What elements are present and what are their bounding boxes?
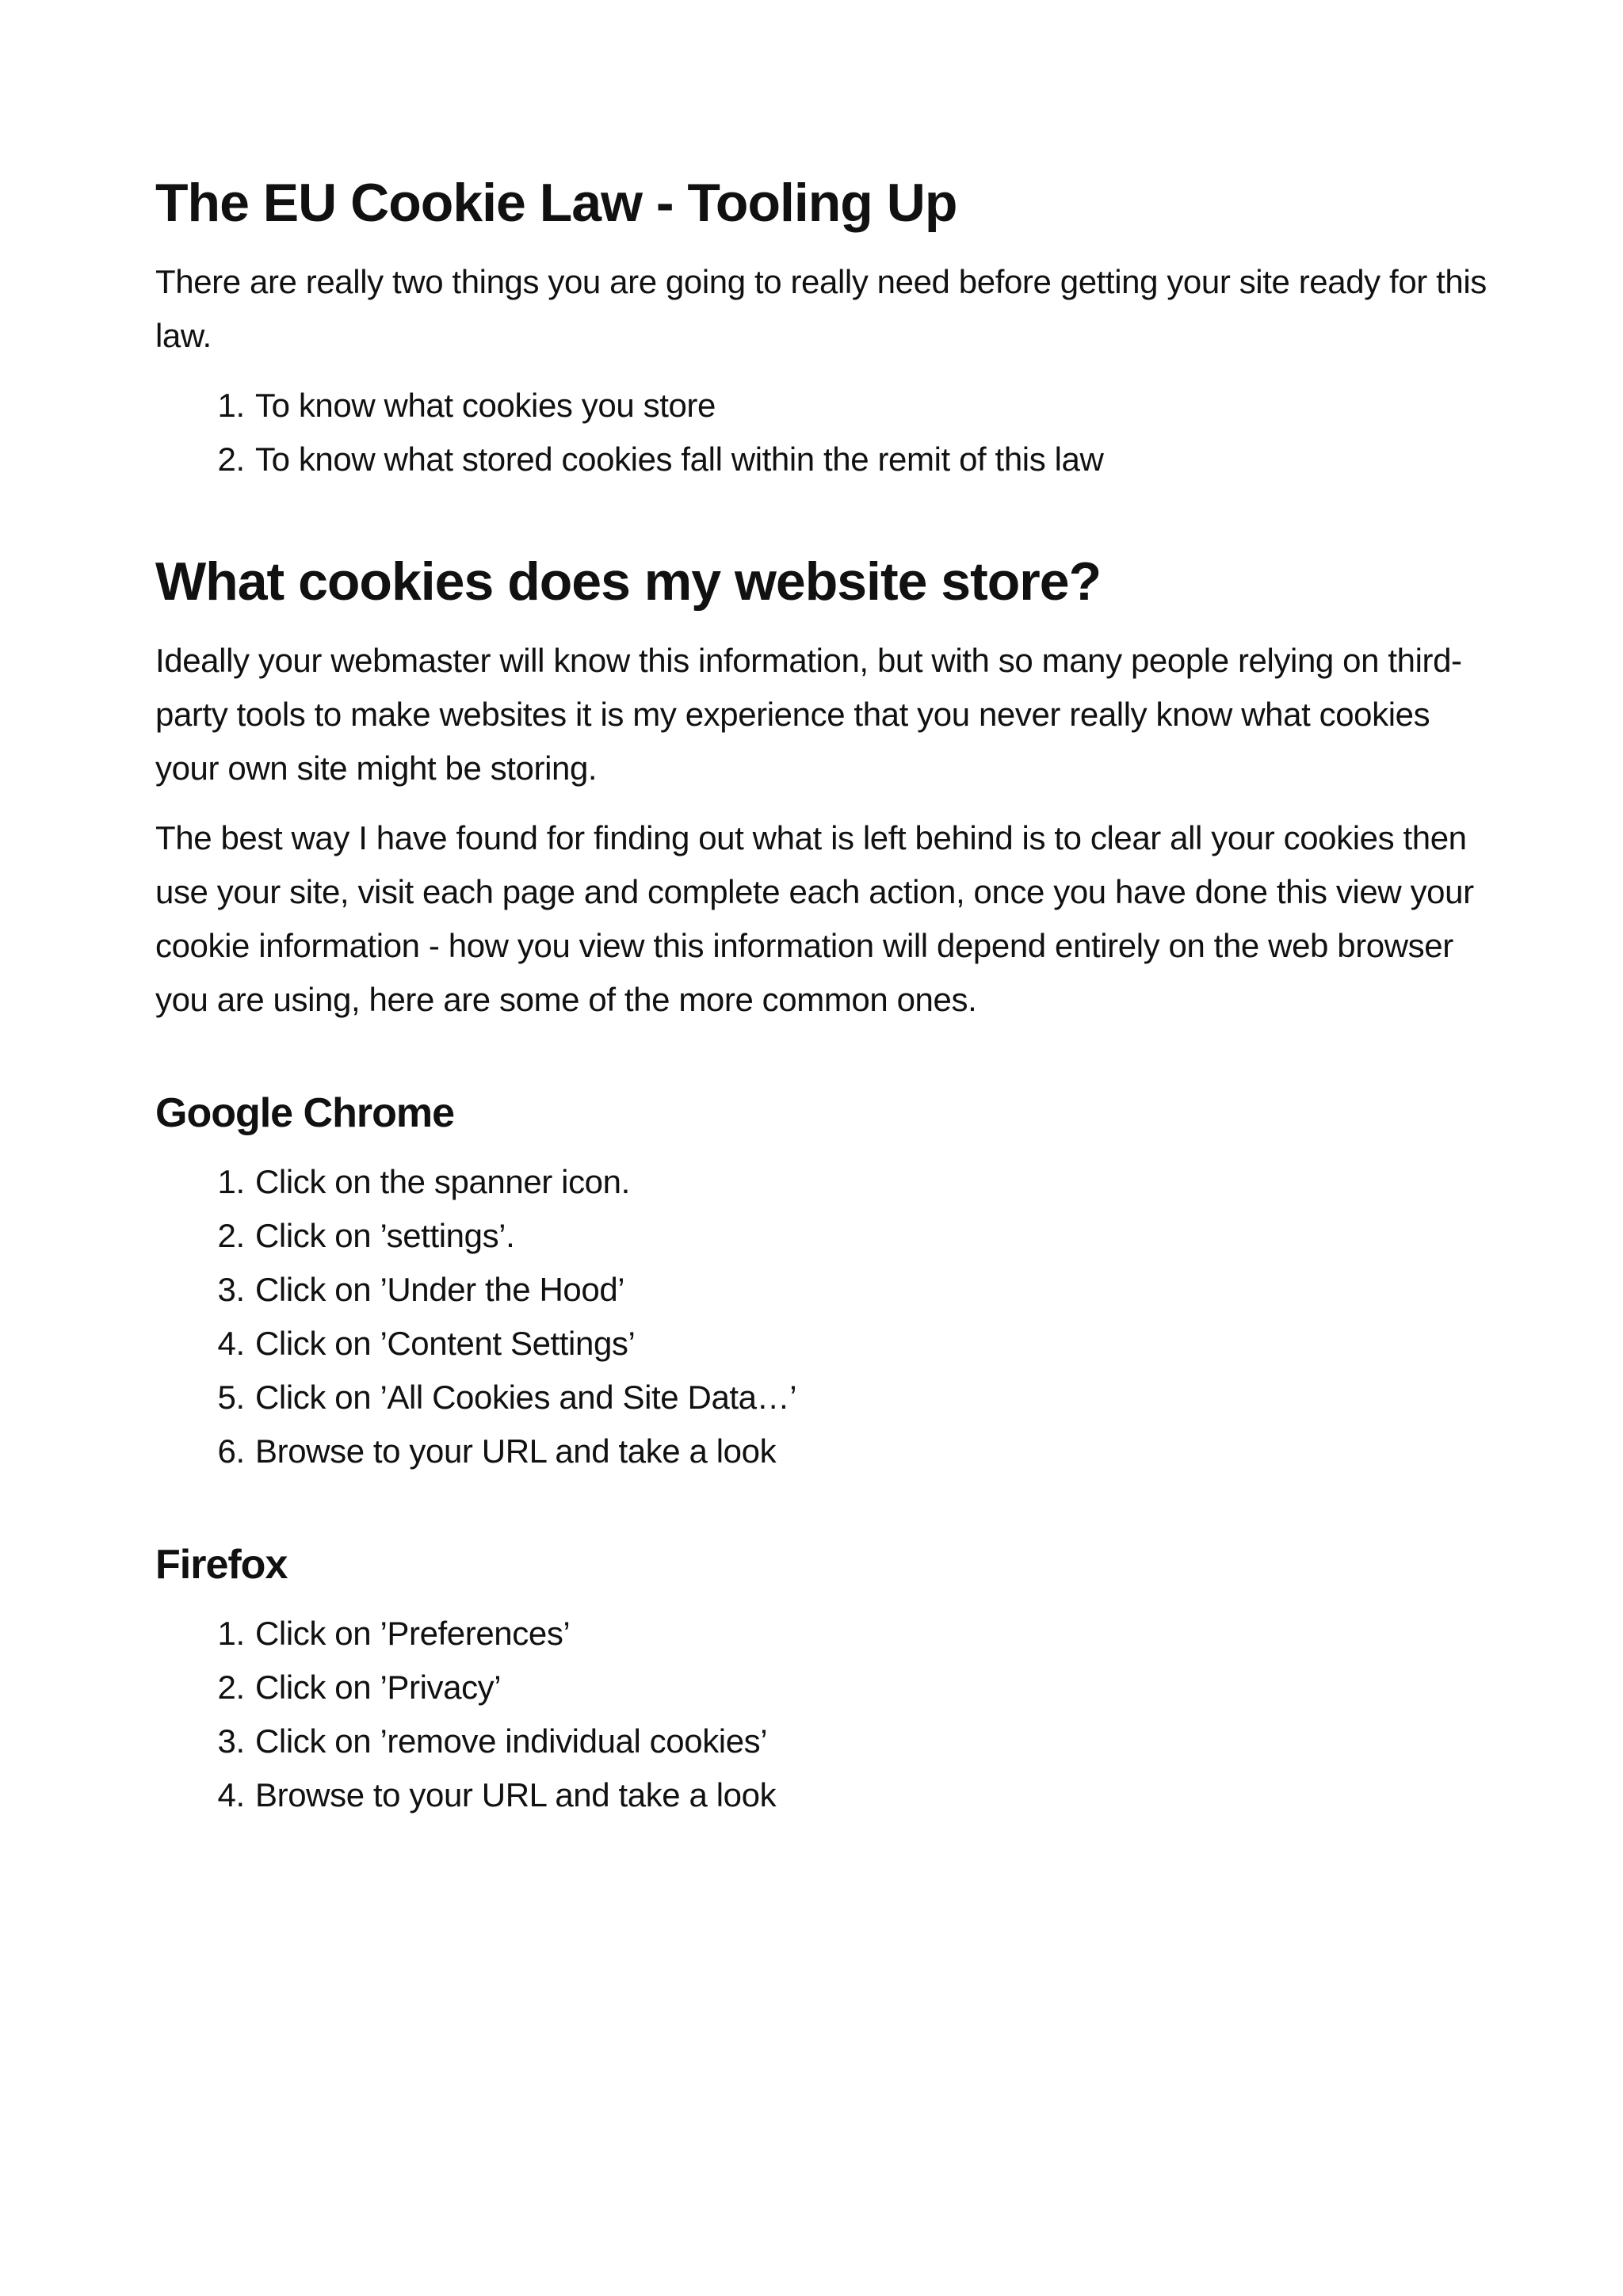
document-page (155, 166, 1487, 1822)
section-heading: What cookies does my website store? (155, 551, 1102, 612)
chrome-heading: Google Chrome (155, 1090, 455, 1136)
list-item: 2. Click on ’Privacy’ (254, 1661, 1487, 1714)
list-item: 2. To know what stored cookies fall within the remit of this law (254, 433, 1487, 486)
ideal-paragraph: Ideally your webmaster will know this information, but with so many people relying on third-party tools to make websites it is my experience that you never really know what cookies your own site might be storing. (155, 642, 1462, 787)
list-item: 4. Browse to your URL and take a look (254, 1768, 1487, 1822)
intro-paragraph: There are really two things you are going to really need before getting your site ready for this law. (155, 263, 1487, 354)
page-title: The EU Cookie Law - Tooling Up (155, 173, 957, 233)
chrome-steps-list (155, 1155, 1487, 1478)
firefox-steps-list (155, 1607, 1487, 1822)
list-item: 1. Click on ’Preferences’ (254, 1607, 1487, 1661)
list-item: 5. Click on ’All Cookies and Site Data…’ (254, 1371, 1487, 1425)
list-item: 3. Click on ’Under the Hood’ (254, 1263, 1487, 1317)
best-way-paragraph: The best way I have found for finding out what is left behind is to clear all your cookies then use your site, visit each page and complete each action, once you have done this view your cookie information - how you view this information will depend entirely on the web browser you are using, here are some of the more common ones. (155, 819, 1474, 1018)
list-item: 4. Click on ’Content Settings’ (254, 1317, 1487, 1371)
list-item: 1. To know what cookies you store (254, 379, 1487, 433)
firefox-heading: Firefox (155, 1542, 288, 1588)
list-item: 2. Click on ’settings’. (254, 1209, 1487, 1263)
list-item: 1. Click on the spanner icon. (254, 1155, 1487, 1209)
needs-list (155, 379, 1487, 486)
list-item: 3. Click on ’remove individual cookies’ (254, 1714, 1487, 1768)
list-item: 6. Browse to your URL and take a look (254, 1425, 1487, 1478)
